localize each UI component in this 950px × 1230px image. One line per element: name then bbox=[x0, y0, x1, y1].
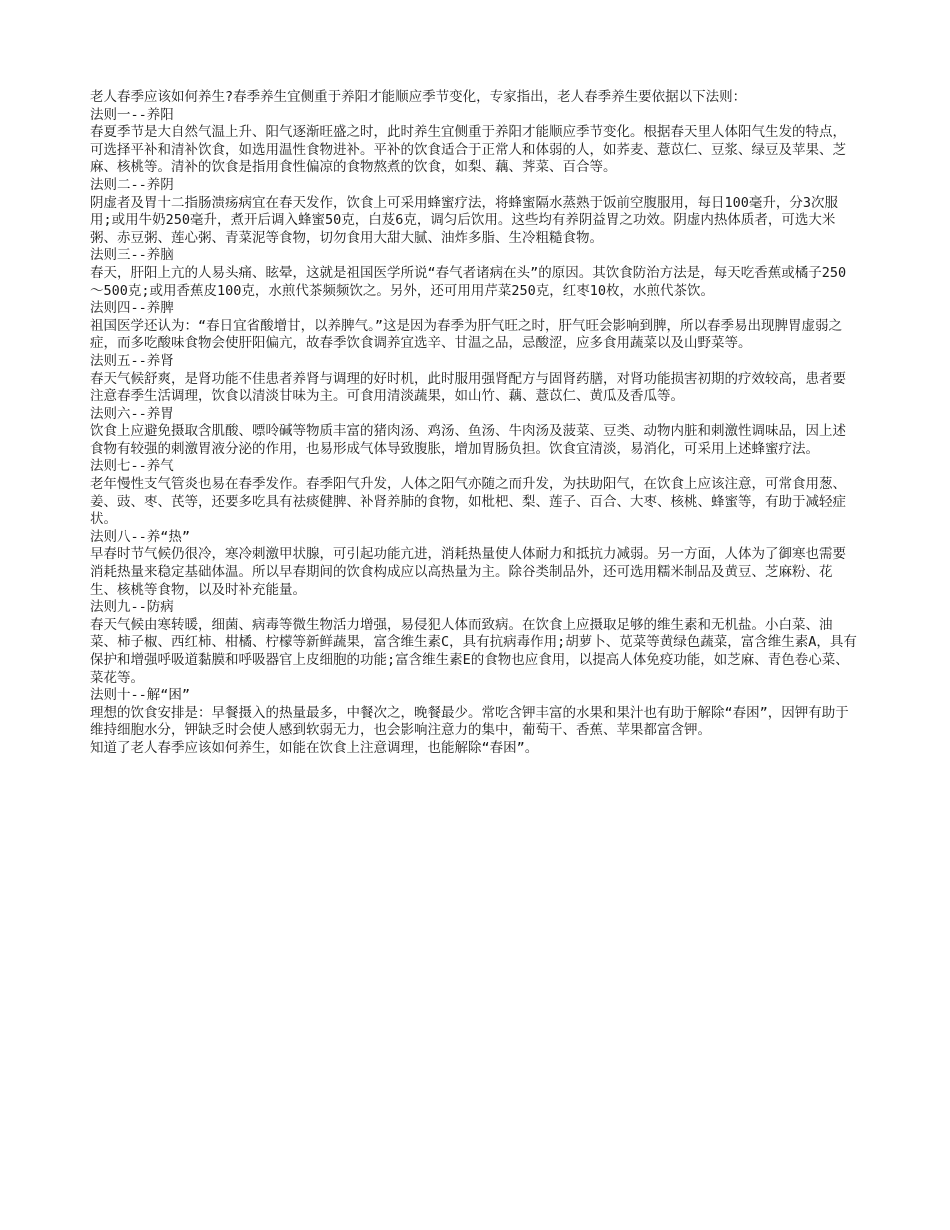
section-body-5: 春天气候舒爽，是肾功能不佳患者养肾与调理的好时机，此时服用强肾配方与固肾药膳，对肾功能损害初期的疗效较高，患者要注意春季生活调理，饮食以清淡甘味为主。可食用清淡蔬果，如山竹、藕、薏苡仁、黄瓜及香瓜等。 bbox=[90, 370, 846, 405]
section-heading-5: 法则五--养肾 bbox=[90, 352, 174, 369]
section-heading-8: 法则八--养“热” bbox=[90, 528, 191, 545]
section-body-10: 理想的饮食安排是：早餐摄入的热量最多，中餐次之，晚餐最少。常吃含钾丰富的水果和果汁也有助于解除“春困”，因钾有助于维持细胞水分，钾缺乏时会使人感到软弱无力，也会影响注意力的集中，葡萄干、香蕉、苹果都富含钾。 bbox=[90, 704, 849, 739]
section-body-3: 春天，肝阳上亢的人易头痛、眩晕，这就是祖国医学所说“春气者诸病在头”的原因。其饮食防治方法是，每天吃香蕉或橘子250～500克;或用香蕉皮100克，水煎代茶频频饮之。另外，还可用用芹菜250克，红枣10枚，水煎代茶饮。 bbox=[90, 264, 847, 299]
section-body-8: 早春时节气候仍很冷，寒冷刺激甲状腺，可引起功能亢进，消耗热量使人体耐力和抵抗力减弱。另一方面，人体为了御寒也需要消耗热量来稳定基础体温。所以早春期间的饮食构成应以高热量为主。除谷类制品外，还可选用糯米制品及黄豆、芝麻粉、花生、核桃等食物，以及时补充能量。 bbox=[90, 546, 846, 598]
section-heading-3: 法则三--养脑 bbox=[90, 247, 174, 264]
outro-paragraph: 知道了老人春季应该如何养生，如能在饮食上注意调理，也能解除“春困”。 bbox=[90, 739, 539, 756]
section-heading-1: 法则一--养阳 bbox=[90, 106, 174, 123]
section-body-9: 春天气候由寒转暖，细菌、病毒等微生物活力增强，易侵犯人体而致病。在饮食上应摄取足够的维生素和无机盐。小白菜、油菜、柿子椒、西红柿、柑橘、柠檬等新鲜蔬果，富含维生素C，具有抗病毒作用;胡萝卜、苋菜等黄绿色蔬菜，富含维生素A，具有保护和增强呼吸道黏膜和呼吸器官上皮细胞的功能;富含维生素E的食物也应食用，以提高人体免疫功能，如芝麻、青色卷心菜、菜花等。 bbox=[90, 616, 857, 686]
section-body-4: 祖国医学还认为：“春日宜省酸增甘，以养脾气。”这是因为春季为肝气旺之时，肝气旺会影响到脾，所以春季易出现脾胃虚弱之症，而多吃酸味食物会使肝阳偏亢，故春季饮食调养宜选辛、甘温之品，忌酸涩，应多食用蔬菜以及山野菜等。 bbox=[90, 317, 843, 352]
section-heading-4: 法则四--养脾 bbox=[90, 300, 174, 317]
section-heading-9: 法则九--防病 bbox=[90, 599, 174, 616]
section-heading-6: 法则六--养胃 bbox=[90, 405, 174, 422]
intro-paragraph: 老人春季应该如何养生?春季养生宜侧重于养阳才能顺应季节变化，专家指出，老人春季养生要依据以下法则： bbox=[90, 89, 747, 105]
section-body-2: 阴虚者及胃十二指肠溃疡病宜在春天发作，饮食上可采用蜂蜜疗法，将蜂蜜隔水蒸熟于饭前空腹服用，每日100毫升，分3次服用;或用牛奶250毫升，煮开后调入蜂蜜50克，白芨6克，调匀后饮用。这些均有养阴益胃之功效。阴虚内热体质者，可选大米粥、赤豆粥、莲心粥、青菜泥等食物，切勿食用大甜大腻、油炸多脂、生冷粗糙食物。 bbox=[90, 194, 839, 246]
section-heading-7: 法则七--养气 bbox=[90, 458, 174, 475]
section-body-7: 老年慢性支气管炎也易在春季发作。春季阳气升发，人体之阳气亦随之而升发，为扶助阳气，在饮食上应该注意，可常食用葱、姜、豉、枣、芪等，还要多吃具有祛痰健脾、补肾养肺的食物，如枇杷、梨、莲子、百合、大枣、核桃、蜂蜜等，有助于减轻症状。 bbox=[90, 476, 846, 528]
section-body-6: 饮食上应避免摄取含肌酸、嘌呤碱等物质丰富的猪肉汤、鸡汤、鱼汤、牛肉汤及菠菜、豆类、动物内脏和刺激性调味品，因上述食物有较强的刺激胃液分泌的作用，也易形成气体导致腹胀，增加胃肠负担。饮食宜清淡，易消化，可采用上述蜂蜜疗法。 bbox=[90, 423, 846, 457]
section-heading-2: 法则二--养阴 bbox=[90, 176, 174, 193]
section-body-1: 春夏季节是大自然气温上升、阳气逐渐旺盛之时，此时养生宜侧重于养阳才能顺应季节变化。根据春天里人体阳气生发的特点，可选择平补和清补饮食，如选用温性食物进补。平补的饮食适合于正常人和体弱的人，如荞麦、薏苡仁、豆浆、绿豆及苹果、芝麻、核桃等。清补的饮食是指用食性偏凉的食物熬煮的饮食，如梨、藕、荠菜、百合等。 bbox=[90, 124, 846, 176]
article bbox=[90, 89, 858, 758]
section-heading-10: 法则十--解“困” bbox=[90, 687, 191, 704]
